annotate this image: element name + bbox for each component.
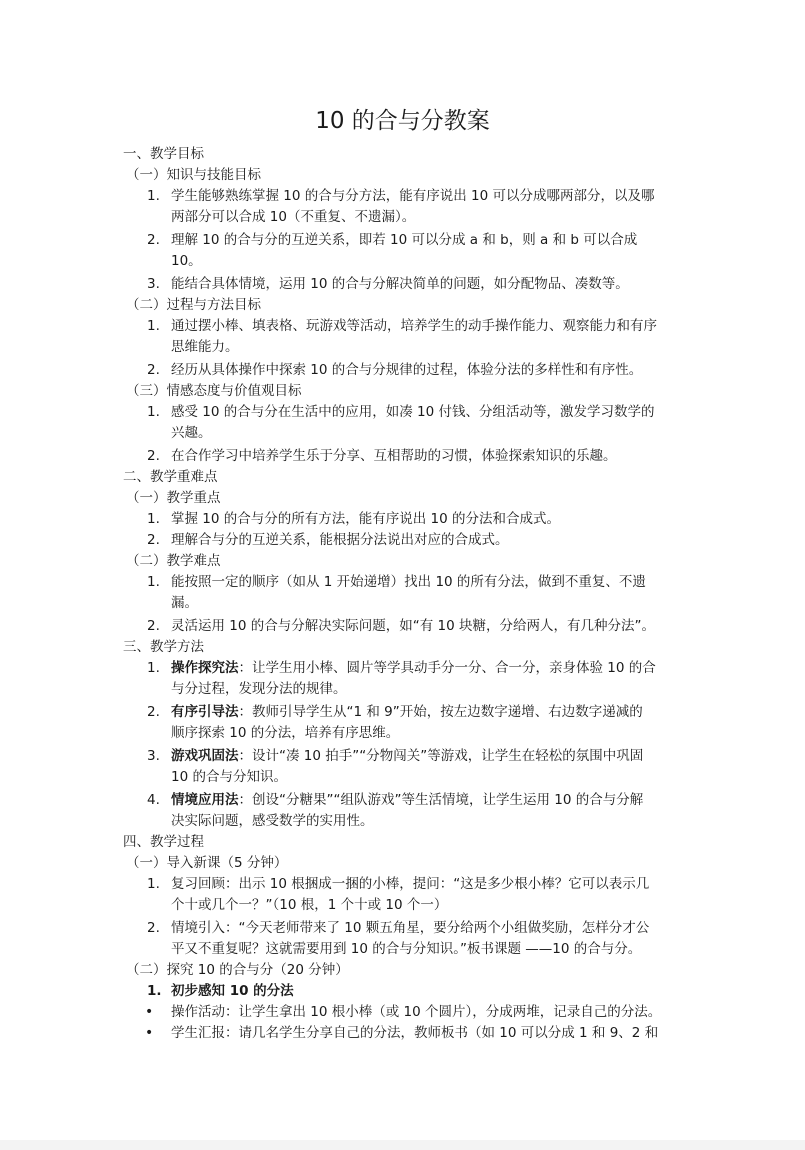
item-line: 兴趣。 (171, 425, 212, 441)
subsection-heading: （一）教学重点 (126, 490, 221, 506)
bullet-icon: • (145, 1004, 154, 1020)
item-line: 通过摆小棒、填表格、玩游戏等活动，培养学生的动手操作能力、观察能力和有序 (171, 318, 657, 334)
list-item (0, 572, 685, 614)
item-line: 学生能够熟练掌握 10 的合与分方法，能有序说出 10 可以分成哪两部分，以及哪 (171, 188, 655, 204)
item-line (171, 790, 685, 811)
method-name: 操作探究法 (171, 660, 239, 676)
item-line: 理解合与分的互逆关系，能根据分法说出对应的合成式。 (171, 532, 509, 548)
item-number: 4. (147, 792, 160, 808)
list-item (0, 658, 685, 700)
item-number: 1. (147, 574, 160, 590)
list-item (0, 790, 685, 832)
list-item (0, 702, 685, 744)
item-line: 操作活动：让学生拿出 10 根小棒（或 10 个圆片），分成两堆，记录自己的分法。 (171, 1004, 662, 1020)
item-number: 2. (147, 618, 160, 634)
bullet-item (0, 1023, 685, 1044)
section-heading-key-points: 二、教学重难点 (123, 469, 218, 485)
subsection-heading: （二）教学难点 (126, 553, 221, 569)
list-item (0, 186, 685, 228)
item-line: 决实际问题，感受数学的实用性。 (171, 813, 374, 829)
subsection-heading: （二）过程与方法目标 (126, 297, 261, 313)
item-number: 1. (147, 188, 160, 204)
item-number: 2. (147, 448, 160, 464)
item-number: 1. (147, 983, 162, 999)
item-number: 2. (147, 704, 160, 720)
item-line: 个十或几个一？”（10 根，1 个十或 10 个一） (171, 897, 448, 913)
item-number: 1. (147, 404, 160, 420)
section-heading-process: 四、教学过程 (123, 834, 204, 850)
item-line: 理解 10 的合与分的互逆关系，即若 10 可以分成 a 和 b，则 a 和 b 可以合成 (171, 232, 638, 248)
subsection-heading: （一）导入新课（5 分钟） (126, 855, 288, 871)
section-heading-objectives: 一、教学目标 (123, 146, 204, 162)
item-number: 2. (147, 232, 160, 248)
list-item (0, 230, 685, 272)
item-line: 两部分可以合成 10（不重复、不遗漏）。 (171, 209, 416, 225)
list-item (0, 530, 685, 551)
item-number: 2. (147, 532, 160, 548)
list-item (0, 274, 685, 295)
list-item (0, 616, 685, 637)
item-line: 感受 10 的合与分在生活中的应用，如凑 10 付钱、分组活动等，激发学习数学的 (171, 404, 655, 420)
list-item (0, 402, 685, 444)
page-title: 10 的合与分教案 (315, 108, 490, 134)
method-name: 情境应用法 (171, 792, 239, 808)
bullet-item (0, 1002, 685, 1023)
item-line: 学生汇报：请几名学生分享自己的分法，教师板书（如 10 可以分成 1 和 9、2 和 (171, 1025, 659, 1041)
subsection-heading: （二）探究 10 的合与分（20 分钟） (126, 962, 349, 978)
item-number: 3. (147, 276, 160, 292)
item-line: 10 的合与分知识。 (171, 769, 287, 785)
item-line: 在合作学习中培养学生乐于分享、互相帮助的习惯，体验探索知识的乐趣。 (171, 448, 617, 464)
item-number: 1. (147, 660, 160, 676)
item-line: 平又不重复呢？这就需要用到 10 的合与分知识。”板书课题 ——10 的合与分。 (171, 941, 642, 957)
method-desc: ：教师引导学生从“1 和 9”开始，按左边数字递增、右边数字递减的 (238, 704, 643, 720)
method-name: 游戏巩固法 (171, 748, 239, 764)
item-line: 与分过程，发现分法的规律。 (171, 681, 347, 697)
item-line: 顺序探索 10 的分法，培养有序思维。 (171, 725, 400, 741)
item-line (171, 658, 685, 679)
list-item (0, 746, 685, 788)
method-desc: ：让学生用小棒、圆片等学具动手分一分、合一分，亲身体验 10 的合 (238, 660, 656, 676)
method-name: 有序引导法 (171, 704, 239, 720)
list-item (0, 316, 685, 358)
document-body (0, 144, 805, 1044)
list-item (0, 981, 685, 1002)
item-number: 2. (147, 920, 160, 936)
subsection-heading: （三）情感态度与价值观目标 (126, 383, 302, 399)
item-line: 灵活运用 10 的合与分解决实际问题，如“有 10 块糖，分给两人，有几种分法”。 (171, 618, 656, 634)
item-number: 2. (147, 362, 160, 378)
method-desc: ：创设“分糖果”“组队游戏”等生活情境，让学生运用 10 的合与分解 (238, 792, 644, 808)
item-line: 能结合具体情境，运用 10 的合与分解决简单的问题，如分配物品、凑数等。 (171, 276, 629, 292)
list-item (0, 509, 685, 530)
list-item (0, 874, 685, 916)
item-line: 经历从具体操作中探索 10 的合与分规律的过程，体验分法的多样性和有序性。 (171, 362, 643, 378)
item-line: 漏。 (171, 595, 198, 611)
item-line: 10。 (171, 253, 202, 269)
item-line: 情境引入：“今天老师带来了 10 颗五角星，要分给两个小组做奖励，怎样分才公 (171, 920, 650, 936)
method-desc: ：设计“凑 10 拍手”“分物闯关”等游戏，让学生在轻松的氛围中巩固 (238, 748, 644, 764)
item-line: 能按照一定的顺序（如从 1 开始递增）找出 10 的所有分法，做到不重复、不遗 (171, 574, 646, 590)
list-item (0, 918, 685, 960)
subsection-heading: （一）知识与技能目标 (126, 167, 261, 183)
bullet-icon: • (145, 1025, 154, 1041)
list-item (0, 446, 685, 467)
item-number: 1. (147, 511, 160, 527)
item-number: 1. (147, 318, 160, 334)
list-item (0, 360, 685, 381)
item-number: 1. (147, 876, 160, 892)
item-line: 思维能力。 (171, 339, 239, 355)
item-line: 掌握 10 的合与分的所有方法，能有序说出 10 的分法和合成式。 (171, 511, 561, 527)
item-line (171, 746, 685, 767)
item-line: 复习回顾：出示 10 根捆成一捆的小棒，提问：“这是多少根小棒？它可以表示几 (171, 876, 650, 892)
item-line (171, 702, 685, 723)
item-line: 初步感知 10 的分法 (171, 983, 294, 999)
section-heading-methods: 三、教学方法 (123, 639, 204, 655)
item-number: 3. (147, 748, 160, 764)
